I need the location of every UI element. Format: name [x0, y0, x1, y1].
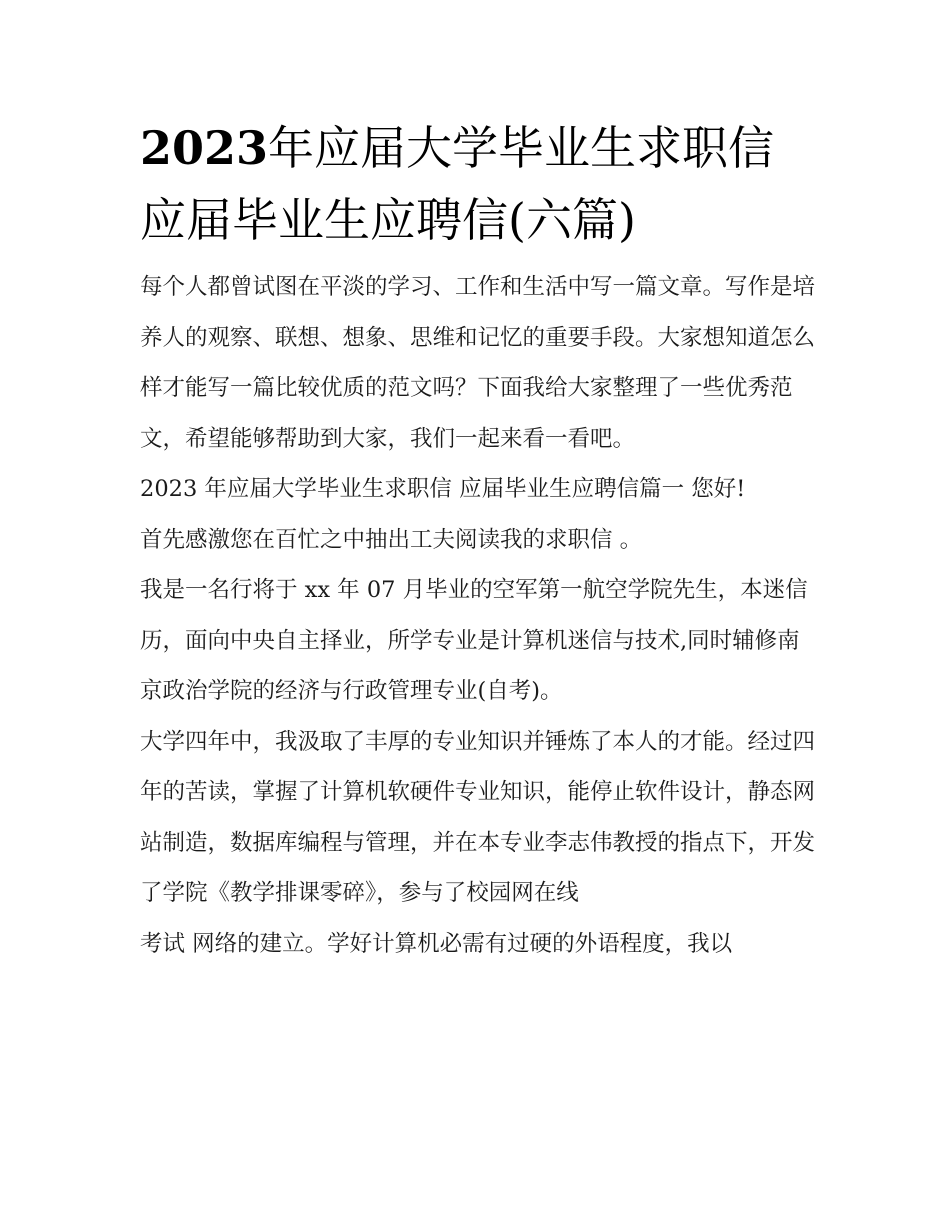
document-content — [140, 112, 820, 969]
document-body — [140, 262, 820, 969]
paragraph-heading-greeting: 2023 年应届大学毕业生求职信 应届毕业生应聘信篇一 您好! — [140, 476, 746, 502]
title-year: 2023 — [140, 121, 269, 175]
title-line2-text: 应届毕业生应聘信(六篇) — [140, 193, 636, 247]
document-title — [140, 112, 820, 256]
title-line1-text: 年应届大学毕业生求职信 — [268, 121, 775, 175]
paragraph-self-intro: 我是一名行将于 xx 年 07 月毕业的空军第一航空学院先生，本迷信历，面向中央自主择业，所学专业是计算机迷信与技术,同时辅修南京政治学院的经济与行政管理专业(自考)。 — [140, 577, 808, 704]
paragraph-thanks: 首先感激您在百忙之中抽出工夫阅读我的求职信 。 — [140, 526, 643, 553]
paragraph-exam-network: 考试 网络的建立。学好计算机必需有过硬的外语程度，我以 — [140, 930, 733, 957]
paragraph-intro: 每个人都曾试图在平淡的学习、工作和生活中写一篇文章。写作是培养人的观察、联想、想象、思维和记忆的重要手段。大家想知道怎么样才能写一篇比较优质的范文吗？下面我给大家整理了一些优秀范文，希望能够帮助到大家，我们一起来看一看吧。 — [140, 274, 816, 452]
paragraph-university-study: 大学四年中，我汲取了丰厚的专业知识并锤炼了本人的才能。经过四年的苦读，掌握了计算机软硬件专业知识，能停止软件设计，静态网站制造，数据库编程与管理，并在本专业李志伟教授的指点下，开发了学院《教学排课零碎》，参与了校园网在线 — [140, 728, 816, 906]
